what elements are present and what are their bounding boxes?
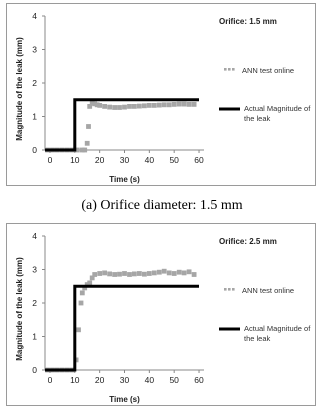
ann-data-point: [82, 148, 87, 153]
ann-data-point: [127, 104, 132, 109]
chart-panel-b: [6, 223, 316, 406]
ann-data-point: [162, 102, 167, 107]
x-tick-label: 20: [94, 375, 105, 385]
chart-a-svg: [7, 4, 315, 185]
ann-data-point: [79, 301, 84, 306]
chart-panel-a: [6, 3, 316, 186]
ann-data-point: [97, 271, 102, 276]
ann-data-point: [122, 105, 127, 110]
caption-a: (a) Orifice diameter: 1.5 mm: [81, 198, 243, 213]
y-axis-title: Magnitude of the leak (mm): [15, 37, 24, 141]
ann-data-point: [152, 103, 157, 108]
ann-data-point: [177, 270, 182, 275]
legend-marker-ann: [224, 68, 227, 71]
ann-data-point: [137, 104, 142, 109]
x-tick-label: 20: [94, 155, 105, 165]
ann-data-point: [117, 272, 122, 277]
legend-label-actual: [244, 324, 311, 343]
y-tick-label: 3: [32, 44, 37, 55]
ann-data-point: [172, 271, 177, 276]
x-tick-label: 10: [70, 155, 80, 165]
ann-data-point: [157, 270, 162, 275]
ann-data-point: [107, 272, 112, 277]
x-tick-label: 60: [194, 155, 204, 165]
ann-data-point: [85, 141, 90, 146]
orifice-annotation: Orifice: 1.5 mm: [219, 17, 277, 26]
ann-data-point: [92, 272, 97, 277]
legend-marker-ann: [232, 68, 235, 71]
y-tick-label: 4: [32, 231, 37, 241]
ann-data-point: [172, 102, 177, 107]
y-tick-label: 3: [32, 264, 37, 275]
ann-data-point: [182, 102, 187, 107]
ann-data-point: [127, 272, 132, 277]
ann-data-point: [192, 272, 197, 277]
ann-data-point: [122, 271, 127, 276]
x-tick-label: 30: [119, 375, 130, 385]
ann-data-point: [142, 272, 147, 277]
ann-data-point: [152, 271, 157, 276]
ann-data-point: [86, 124, 91, 129]
y-tick-label: 2: [32, 78, 37, 88]
x-tick-label: 40: [144, 375, 155, 385]
legend-label-ann: ANN test online: [242, 66, 295, 75]
ann-data-point: [137, 271, 142, 276]
ann-data-point: [147, 103, 152, 108]
y-tick-label: 1: [32, 331, 37, 342]
ann-data-point: [87, 281, 92, 286]
y-tick-label: 2: [32, 298, 37, 308]
x-tick-label: 50: [169, 155, 179, 165]
y-tick-label: 0: [32, 365, 37, 375]
x-tick-label: 10: [70, 375, 80, 385]
y-tick-label: 0: [32, 145, 37, 155]
legend-label-actual: [244, 104, 311, 123]
actual-leak-line: [45, 100, 199, 150]
ann-data-point: [102, 104, 107, 109]
x-tick-label: 40: [144, 155, 155, 165]
x-tick-label: 60: [194, 375, 204, 385]
ann-data-point: [76, 327, 81, 332]
ann-data-point: [167, 271, 172, 276]
ann-data-point: [182, 271, 187, 276]
y-tick-label: 4: [32, 11, 37, 21]
ann-data-point: [192, 102, 197, 107]
ann-data-point: [117, 105, 122, 110]
ann-data-point: [132, 104, 137, 109]
chart-b-svg: [7, 224, 315, 405]
legend-label-actual-line1: Actual Magnitude of: [244, 104, 311, 113]
ann-data-point: [102, 271, 107, 276]
ann-data-point: [167, 102, 172, 107]
ann-data-point: [112, 272, 117, 277]
x-axis-title: Time (s): [109, 175, 140, 184]
legend-label-actual-line2: the leak: [244, 334, 271, 343]
x-tick-label: 30: [119, 155, 130, 165]
legend-marker-ann: [232, 288, 235, 291]
ann-data-point: [142, 103, 147, 108]
legend-marker-ann: [228, 68, 231, 71]
ann-data-point: [162, 269, 167, 274]
x-tick-label: 50: [169, 375, 179, 385]
actual-leak-line: [45, 286, 199, 370]
x-tick-label: 0: [47, 375, 53, 385]
ann-data-point: [132, 272, 137, 277]
ann-data-point: [147, 271, 152, 276]
ann-data-point: [80, 291, 85, 296]
ann-data-point: [187, 269, 192, 274]
ann-data-point: [187, 102, 192, 107]
legend-label-ann: ANN test online: [242, 286, 295, 295]
ann-data-point: [107, 105, 112, 110]
legend-label-actual-line2: the leak: [244, 114, 271, 123]
ann-data-point: [112, 105, 117, 110]
legend-marker-ann: [224, 288, 227, 291]
ann-data-point: [157, 103, 162, 108]
ann-data-point: [97, 103, 102, 108]
legend-marker-ann: [228, 288, 231, 291]
x-tick-label: 0: [47, 155, 53, 165]
x-axis-title: Time (s): [109, 395, 140, 404]
legend-label-actual-line1: Actual Magnitude of: [244, 324, 311, 333]
ann-data-point: [177, 102, 182, 107]
y-tick-label: 1: [32, 111, 37, 122]
orifice-annotation: Orifice: 2.5 mm: [219, 237, 277, 246]
y-axis-title: Magnitude of the leak (mm): [15, 257, 24, 361]
